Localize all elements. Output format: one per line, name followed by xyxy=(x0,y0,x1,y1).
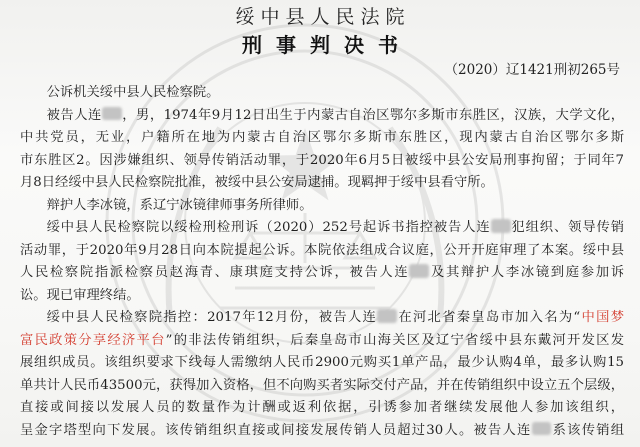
text-segment: 绥中县人民检察院指控：2017年12月份，被告人连 xyxy=(46,310,378,325)
text-segment: 活动罪，于2020年9月28日向本院提起公诉。本院依法组成合议庭，公开开庭审理了本案。绥中县 xyxy=(20,242,624,258)
redacted-name xyxy=(532,422,552,436)
court-name: 绥中县人民法院 xyxy=(235,6,411,28)
text-line xyxy=(20,217,624,240)
text-segment: 公诉机关绥中县人民检察院。 xyxy=(46,85,220,100)
text-line xyxy=(20,172,624,195)
case-number: （2020）辽1421刑初265号 xyxy=(444,62,620,78)
text-segment: ”的非法传销组织，后秦皇岛市山海关区及辽宁省绥中县东戴河开发区发 xyxy=(165,332,624,348)
redacted-name xyxy=(409,264,429,278)
text-line xyxy=(20,285,624,308)
text-segment: 单共计人民币43500元，获得加入资格，但不向购买者实际交付产品，并在传销组织中设立五个层级， xyxy=(20,377,624,393)
text-line xyxy=(20,352,624,375)
text-line xyxy=(20,195,624,218)
text-segment: 辩护人李冰镜，系辽宁冰镜律师事务所律师。 xyxy=(46,197,313,213)
text-line xyxy=(20,82,624,105)
text-segment: 月8日经绥中县人民检察院批准，被绥中县公安局逮捕。现羁押于绥中县看守所。 xyxy=(20,175,494,190)
text-segment: 在河北省秦皇岛市加入名为“ xyxy=(397,310,581,325)
text-segment: 展组织成员。该组织要求下线每人需缴纳人民币2900元购买1单产品，最少认购4单，最多认购15 xyxy=(20,355,624,370)
redacted-name xyxy=(491,219,511,233)
highlighted-text: 富民政策分享经济平台 xyxy=(20,332,166,348)
text-line xyxy=(20,105,624,128)
highlighted-text: 中国梦 xyxy=(580,310,624,325)
text-segment: 市东胜区2。因涉嫌组织、领导传销活动罪，于2020年6月5日被绥中县公安局刑事拘留；于同年7 xyxy=(20,152,624,168)
text-segment: 系该传销组 xyxy=(551,422,624,438)
text-line xyxy=(20,240,624,263)
text-segment: 人民检察院指派检察员赵海青、康琪庭支持公诉，被告人连 xyxy=(20,265,410,280)
text-segment: 直接或间接以发展人员的数量作为计酬或返利依据，引诱参加者继续发展他人参加该组织， xyxy=(20,400,624,415)
text-segment: ，男，1974年9月12日出生于内蒙古自治区鄂尔多斯市东胜区，汉族，大学文化， xyxy=(121,107,624,123)
redacted-name xyxy=(377,309,397,323)
judgment-body xyxy=(20,82,624,442)
document-type-title: 刑事判决书 xyxy=(242,33,412,57)
text-segment: 绥中县人民检察院以绥检刑检刑诉（2020）252号起诉书指控被告人连 xyxy=(46,220,491,235)
text-line xyxy=(20,150,624,173)
text-line xyxy=(20,262,624,285)
text-segment: 及其辩护人李冰镜到庭参加诉 xyxy=(429,265,624,280)
text-line xyxy=(20,375,624,398)
text-segment: 犯组织、领导传销 xyxy=(510,220,624,235)
text-line xyxy=(20,420,624,443)
text-segment: 中共党员，无业，户籍所在地为内蒙古自治区鄂尔多斯市东胜区，现内蒙古自治区鄂尔多斯 xyxy=(20,130,624,145)
text-segment: 呈金字塔型向下发展。该传销组织直接或间接发展传销人员超过30人。被告人连 xyxy=(20,422,532,438)
text-line xyxy=(20,397,624,420)
text-segment: 被告人连 xyxy=(46,107,102,123)
redacted-name xyxy=(102,107,122,121)
text-segment: 讼。现已审理终结。 xyxy=(20,287,140,303)
text-line xyxy=(20,127,624,150)
text-line xyxy=(20,307,624,330)
text-line xyxy=(20,330,624,353)
